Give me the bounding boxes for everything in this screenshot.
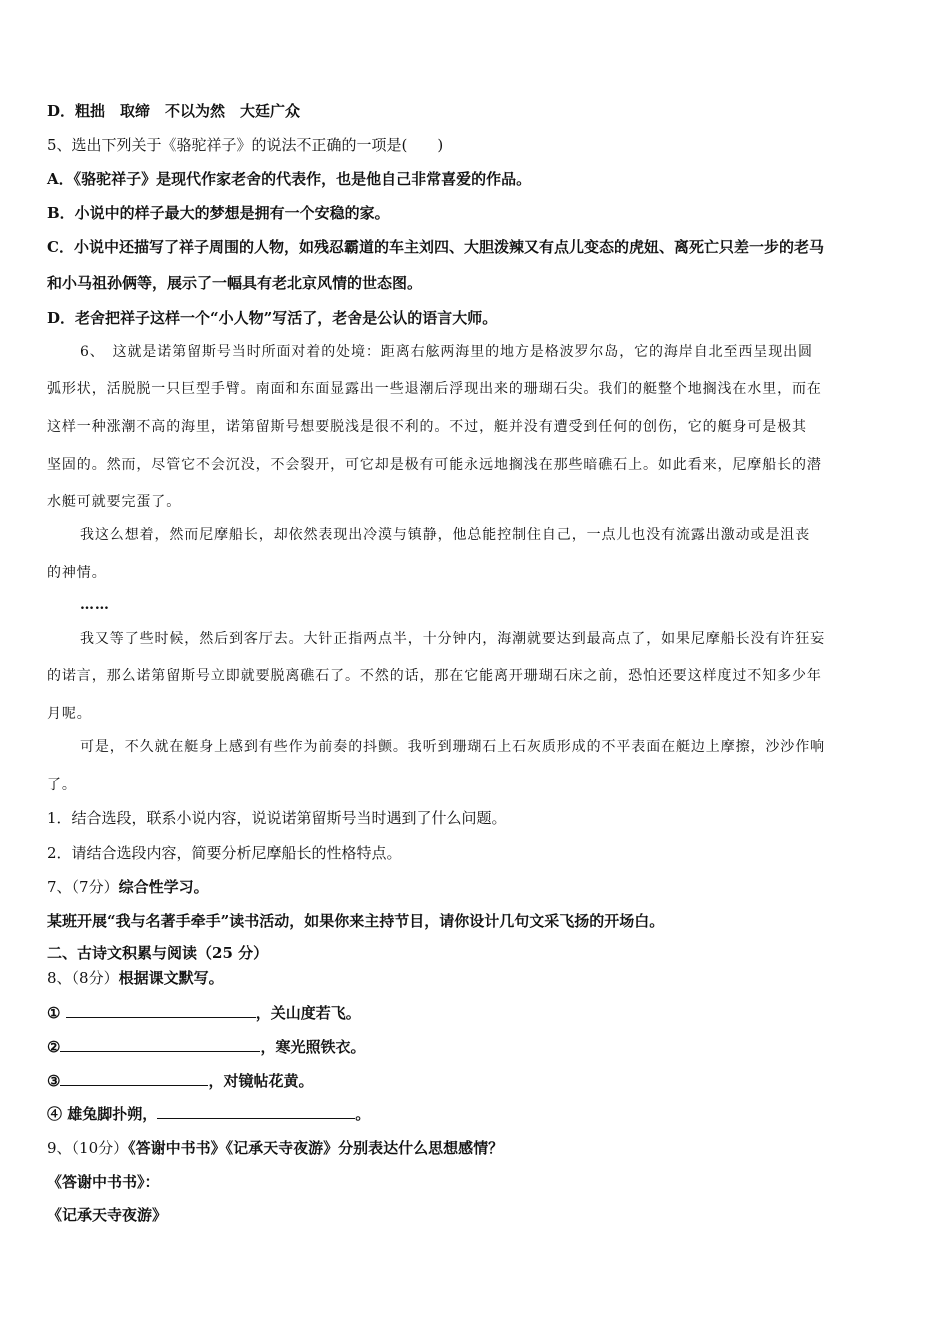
q4-option-d: D．粗拙 取缔 不以为然 大廷广众	[47, 102, 301, 120]
q7-title: 综合性学习。	[118, 878, 209, 896]
q8-title: 根据课文默写。	[118, 969, 224, 987]
q8-item-1	[47, 1003, 907, 1023]
q6-passage-p4-line1: 可是，不久就在艇身上感到有些作为前奏的抖颤。我听到珊瑚石上石灰质形成的不平表面在艇边上摩擦，沙沙作响	[80, 739, 825, 755]
q6-passage-p3-line1: 我又等了些时候，然后到客厅去。大针正指两点半，十分钟内，海潮就要达到最高点了，如果尼摩船长没有许狂妄	[80, 631, 825, 647]
q7-number: 7、（7分）	[47, 878, 119, 896]
q8-item-2	[47, 1037, 907, 1057]
section-2-heading: 二、古诗文积累与阅读（25 分）	[47, 944, 269, 962]
q8-item-2-blank[interactable]	[60, 1037, 260, 1052]
q6-passage-p1-line1: 6、 这就是诺第留斯号当时所面对着的处境：距离右舷两海里的地方是格波罗尔岛，它的海岸自北至西呈现出圆	[80, 344, 813, 360]
q9-answer-2-label: 《记承天寺夜游》	[47, 1206, 168, 1224]
q8-item-3-marker: ③	[47, 1072, 61, 1090]
q9-heading	[47, 1138, 907, 1158]
q6-passage-p3-line2: 的诺言，那么诺第留斯号立即就要脱离礁石了。不然的话，那在它能离开珊瑚石床之前，恐怕还要这样度过不知多少年	[47, 668, 822, 684]
q8-item-4-blank[interactable]	[157, 1104, 355, 1119]
q8-item-4-text-before: ④ 雄兔脚扑朔，	[47, 1105, 158, 1123]
q5-stem: 5、选出下列关于《骆驼祥子》的说法不正确的一项是( )	[47, 136, 444, 154]
q8-item-2-text: ，寒光照铁衣。	[260, 1038, 366, 1056]
q6-passage-p1-line2: 弧形状，活脱脱一只巨型手臂。南面和东面显露出一些退潮后浮现出来的珊瑚石尖。我们的艇整个地搁浅在水里，而在	[47, 381, 822, 397]
q5-option-b: B．小说中的样子最大的梦想是拥有一个安稳的家。	[47, 204, 390, 222]
q8-heading	[47, 968, 907, 988]
q6-passage-p4-line2: 了。	[47, 777, 77, 793]
q8-item-1-blank[interactable]	[66, 1003, 256, 1018]
q6-subquestion-1: 1．结合选段，联系小说内容，说说诺第留斯号当时遇到了什么问题。	[47, 809, 507, 827]
q9-title: 《答谢中书书》《记承天寺夜游》分别表达什么思想感情？	[128, 1139, 504, 1157]
q6-passage-p1-line5: 水艇可就要完蛋了。	[47, 494, 182, 510]
q6-subquestion-2: 2．请结合选段内容，简要分析尼摩船长的性格特点。	[47, 844, 402, 862]
q6-ellipsis: ……	[80, 597, 110, 613]
q6-passage-p1-line4: 坚固的。然而，尽管它不会沉没，不会裂开，可它却是极有可能永远地搁浅在那些暗礁石上。如此看来，尼摩船长的潜	[47, 457, 822, 473]
q8-item-3-blank[interactable]	[60, 1071, 208, 1086]
q7-body: 某班开展“我与名著手牵手”读书活动，如果你来主持节目，请你设计几句文采飞扬的开场白。	[47, 912, 665, 930]
q6-passage-p1-line3: 这样一种涨潮不高的海里，诺第留斯号想要脱浅是很不利的。不过，艇并没有遭受到任何的创伤，它的艇身可是极其	[47, 419, 807, 435]
q6-passage-p2-line1: 我这么想着，然而尼摩船长，却依然表现出冷漠与镇静，他总能控制住自己，一点儿也没有流露出激动或是沮丧	[80, 527, 811, 543]
q5-option-c-line2: 和小马祖孙俩等，展示了一幅具有老北京风情的世态图。	[47, 274, 423, 292]
q5-option-d: D．老舍把祥子这样一个“小人物”写活了，老舍是公认的语言大师。	[47, 309, 498, 327]
q9-number: 9、（10分）	[47, 1139, 129, 1157]
q8-item-1-marker: ①	[47, 1004, 61, 1022]
q8-item-1-text: ，关山度若飞。	[255, 1004, 361, 1022]
q7-heading	[47, 877, 907, 897]
q8-item-2-marker: ②	[47, 1038, 61, 1056]
q8-number: 8、（8分）	[47, 969, 119, 987]
q8-item-4	[47, 1104, 907, 1124]
q5-option-a: A．《骆驼祥子》是现代作家老舍的代表作，也是他自己非常喜爱的作品。	[47, 170, 532, 188]
q5-option-c-line1: C．小说中还描写了祥子周围的人物，如残忍霸道的车主刘四、大胆泼辣又有点儿变态的虎妞、离死亡只差一步的老马	[47, 238, 824, 256]
q8-item-4-text-after: 。	[355, 1105, 371, 1123]
q9-answer-1-label: 《答谢中书书》：	[47, 1173, 160, 1191]
q8-item-3-text: ，对镜帖花黄。	[208, 1072, 314, 1090]
q6-passage-p2-line2: 的神情。	[47, 565, 107, 581]
q6-passage-p3-line3: 月呢。	[47, 706, 92, 722]
q8-item-3	[47, 1071, 907, 1091]
